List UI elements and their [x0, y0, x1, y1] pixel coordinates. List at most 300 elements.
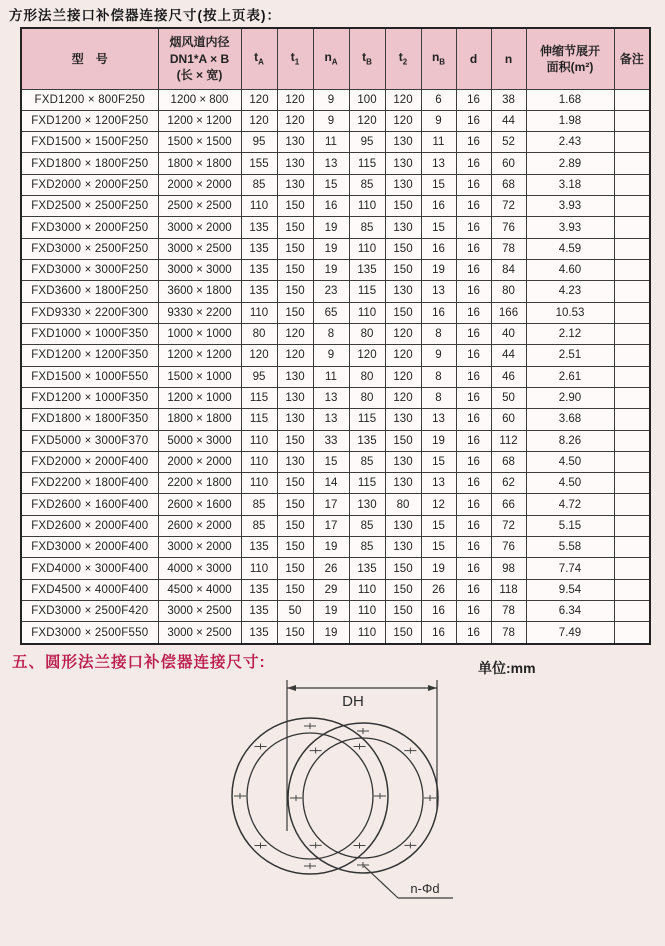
cell-d: 16 [456, 217, 491, 238]
cell-nA: 19 [313, 260, 349, 281]
cell-d: 16 [456, 558, 491, 579]
col-header-t2: $t_2$ [385, 28, 421, 89]
cell-n: 40 [491, 323, 526, 344]
cell-area: 6.34 [526, 601, 614, 622]
cell-n: 76 [491, 217, 526, 238]
table-row [21, 537, 650, 558]
cell-tB: 85 [349, 174, 385, 195]
cell-d: 16 [456, 601, 491, 622]
cell-tA: 115 [241, 387, 277, 408]
cell-dn: 1500 × 1500 [158, 132, 241, 153]
cell-dn: 2500 × 2500 [158, 196, 241, 217]
cell-area: 2.61 [526, 366, 614, 387]
table-row [21, 430, 650, 451]
cell-tB: 85 [349, 217, 385, 238]
cell-tB: 110 [349, 579, 385, 600]
cell-n: 166 [491, 302, 526, 323]
cell-area: 4.59 [526, 238, 614, 259]
cell-t2: 150 [385, 558, 421, 579]
cell-t2: 130 [385, 281, 421, 302]
cell-tB: 110 [349, 622, 385, 644]
cell-nA: 19 [313, 537, 349, 558]
cell-t1: 150 [277, 515, 313, 536]
table-row [21, 409, 650, 430]
cell-remark [614, 494, 650, 515]
cell-t1: 130 [277, 366, 313, 387]
cell-tA: 135 [241, 601, 277, 622]
cell-t1: 130 [277, 409, 313, 430]
cell-model: FXD3600 × 1800F250 [21, 281, 158, 302]
cell-nA: 19 [313, 601, 349, 622]
cell-t1: 150 [277, 579, 313, 600]
cell-dn: 1500 × 1000 [158, 366, 241, 387]
cell-model: FXD2600 × 2000F400 [21, 515, 158, 536]
cell-model: FXD3000 × 2500F420 [21, 601, 158, 622]
cell-t1: 50 [277, 601, 313, 622]
cell-nB: 9 [421, 110, 456, 131]
cell-nA: 9 [313, 345, 349, 366]
table-row [21, 601, 650, 622]
cell-dn: 3600 × 1800 [158, 281, 241, 302]
cell-tA: 135 [241, 579, 277, 600]
cell-t2: 120 [385, 323, 421, 344]
cell-nB: 11 [421, 132, 456, 153]
cell-area: 3.93 [526, 196, 614, 217]
cell-tB: 85 [349, 537, 385, 558]
cell-tA: 110 [241, 473, 277, 494]
cell-dn: 2000 × 2000 [158, 451, 241, 472]
table-row [21, 281, 650, 302]
cell-t1: 130 [277, 132, 313, 153]
cell-remark [614, 153, 650, 174]
cell-d: 16 [456, 494, 491, 515]
cell-dn: 2600 × 1600 [158, 494, 241, 515]
cell-tA: 85 [241, 174, 277, 195]
cell-remark [614, 89, 650, 110]
cell-tA: 135 [241, 260, 277, 281]
cell-nA: 9 [313, 110, 349, 131]
cell-remark [614, 196, 650, 217]
cell-dn: 5000 × 3000 [158, 430, 241, 451]
col-header-area: 伸缩节展开 面积(m²) [526, 28, 614, 89]
cell-nB: 13 [421, 281, 456, 302]
cell-t2: 150 [385, 601, 421, 622]
cell-nA: 11 [313, 132, 349, 153]
cell-t1: 150 [277, 558, 313, 579]
flange-ring-right [288, 723, 438, 873]
cell-t2: 150 [385, 302, 421, 323]
cell-dn: 3000 × 2000 [158, 537, 241, 558]
cell-model: FXD3000 × 2000F400 [21, 537, 158, 558]
cell-t2: 130 [385, 153, 421, 174]
bolt-spec-label: n-Φd [410, 881, 440, 896]
cell-nB: 8 [421, 387, 456, 408]
cell-n: 62 [491, 473, 526, 494]
cell-dn: 2600 × 2000 [158, 515, 241, 536]
cell-nB: 16 [421, 302, 456, 323]
cell-d: 16 [456, 196, 491, 217]
cell-remark [614, 302, 650, 323]
cell-tA: 135 [241, 537, 277, 558]
cell-d: 16 [456, 579, 491, 600]
cell-model: FXD2600 × 1600F400 [21, 494, 158, 515]
dh-dimension-label: DH [342, 693, 364, 710]
cell-tA: 135 [241, 622, 277, 644]
cell-tB: 80 [349, 323, 385, 344]
table-body [21, 89, 650, 644]
cell-d: 16 [456, 451, 491, 472]
cell-d: 16 [456, 89, 491, 110]
cell-t1: 120 [277, 110, 313, 131]
cell-t2: 130 [385, 174, 421, 195]
cell-t2: 150 [385, 238, 421, 259]
cell-d: 16 [456, 281, 491, 302]
cell-t1: 120 [277, 323, 313, 344]
cell-nA: 23 [313, 281, 349, 302]
cell-nB: 16 [421, 196, 456, 217]
square-flange-dimension-table [20, 27, 651, 645]
cell-d: 16 [456, 345, 491, 366]
cell-tB: 115 [349, 409, 385, 430]
cell-nA: 11 [313, 366, 349, 387]
cell-model: FXD1800 × 1800F250 [21, 153, 158, 174]
cell-tB: 135 [349, 430, 385, 451]
table-row [21, 366, 650, 387]
cell-nA: 14 [313, 473, 349, 494]
cell-t2: 130 [385, 132, 421, 153]
unit-label: 单位:mm [478, 660, 536, 676]
cell-n: 60 [491, 153, 526, 174]
cell-t2: 150 [385, 579, 421, 600]
cell-model: FXD4000 × 3000F400 [21, 558, 158, 579]
cell-area: 4.50 [526, 473, 614, 494]
cell-remark [614, 558, 650, 579]
cell-area: 4.23 [526, 281, 614, 302]
col-header-tA: $t_A$ [241, 28, 277, 89]
cell-d: 16 [456, 366, 491, 387]
cell-n: 76 [491, 537, 526, 558]
cell-area: 4.60 [526, 260, 614, 281]
cell-t1: 130 [277, 387, 313, 408]
cell-tB: 110 [349, 302, 385, 323]
cell-nA: 13 [313, 387, 349, 408]
table-row [21, 260, 650, 281]
cell-dn: 1200 × 1000 [158, 387, 241, 408]
cell-dn: 1800 × 1800 [158, 409, 241, 430]
cell-tB: 100 [349, 89, 385, 110]
cell-area: 5.15 [526, 515, 614, 536]
cell-nB: 16 [421, 238, 456, 259]
cell-t1: 150 [277, 473, 313, 494]
cell-d: 16 [456, 473, 491, 494]
cell-model: FXD1200 × 800F250 [21, 89, 158, 110]
cell-nB: 19 [421, 430, 456, 451]
cell-tB: 115 [349, 281, 385, 302]
cell-n: 78 [491, 238, 526, 259]
cell-dn: 1800 × 1800 [158, 153, 241, 174]
cell-model: FXD1500 × 1500F250 [21, 132, 158, 153]
cell-n: 38 [491, 89, 526, 110]
cell-nA: 15 [313, 451, 349, 472]
cell-d: 16 [456, 537, 491, 558]
table-row [21, 515, 650, 536]
cell-nA: 17 [313, 494, 349, 515]
cell-model: FXD5000 × 3000F370 [21, 430, 158, 451]
cell-remark [614, 537, 650, 558]
table-row [21, 323, 650, 344]
table-row [21, 196, 650, 217]
cell-tB: 80 [349, 387, 385, 408]
cell-d: 16 [456, 110, 491, 131]
cell-tB: 110 [349, 601, 385, 622]
cell-tA: 110 [241, 558, 277, 579]
cell-t1: 130 [277, 451, 313, 472]
cell-remark [614, 451, 650, 472]
cell-remark [614, 409, 650, 430]
cell-model: FXD3000 × 2000F250 [21, 217, 158, 238]
cell-area: 7.49 [526, 622, 614, 644]
cell-tA: 135 [241, 217, 277, 238]
cell-n: 60 [491, 409, 526, 430]
table-row [21, 451, 650, 472]
cell-d: 16 [456, 515, 491, 536]
cell-area: 3.18 [526, 174, 614, 195]
cell-t2: 130 [385, 217, 421, 238]
cell-tA: 110 [241, 430, 277, 451]
cell-dn: 9330 × 2200 [158, 302, 241, 323]
col-header-tB: $t_B$ [349, 28, 385, 89]
cell-model: FXD2000 × 2000F250 [21, 174, 158, 195]
cell-nB: 13 [421, 409, 456, 430]
cell-dn: 1000 × 1000 [158, 323, 241, 344]
cell-area: 3.68 [526, 409, 614, 430]
cell-nB: 8 [421, 323, 456, 344]
cell-t1: 120 [277, 345, 313, 366]
cell-tB: 110 [349, 238, 385, 259]
cell-nA: 19 [313, 622, 349, 644]
cell-model: FXD3000 × 3000F250 [21, 260, 158, 281]
cell-n: 52 [491, 132, 526, 153]
cell-nA: 13 [313, 409, 349, 430]
cell-area: 10.53 [526, 302, 614, 323]
cell-dn: 1200 × 800 [158, 89, 241, 110]
cell-n: 84 [491, 260, 526, 281]
table-row [21, 579, 650, 600]
cell-t2: 150 [385, 260, 421, 281]
cell-n: 72 [491, 515, 526, 536]
cell-tB: 110 [349, 196, 385, 217]
cell-d: 16 [456, 409, 491, 430]
cell-tB: 120 [349, 110, 385, 131]
cell-nA: 17 [313, 515, 349, 536]
cell-model: FXD2200 × 1800F400 [21, 473, 158, 494]
col-header-nB: $n_B$ [421, 28, 456, 89]
table-row [21, 558, 650, 579]
cell-t1: 150 [277, 622, 313, 644]
cell-t1: 130 [277, 153, 313, 174]
cell-model: FXD3000 × 2500F250 [21, 238, 158, 259]
table-row [21, 473, 650, 494]
cell-t1: 130 [277, 174, 313, 195]
cell-area: 3.93 [526, 217, 614, 238]
cell-tA: 80 [241, 323, 277, 344]
cell-area: 2.43 [526, 132, 614, 153]
cell-d: 16 [456, 302, 491, 323]
cell-tA: 110 [241, 302, 277, 323]
cell-nB: 15 [421, 217, 456, 238]
cell-nB: 26 [421, 579, 456, 600]
cell-d: 16 [456, 132, 491, 153]
cell-dn: 1200 × 1200 [158, 345, 241, 366]
cell-n: 44 [491, 345, 526, 366]
cell-dn: 3000 × 2500 [158, 238, 241, 259]
cell-d: 16 [456, 260, 491, 281]
cell-tB: 85 [349, 451, 385, 472]
col-header-model: 型 号 [21, 28, 158, 89]
cell-model: FXD1200 × 1200F350 [21, 345, 158, 366]
cell-model: FXD2000 × 2000F400 [21, 451, 158, 472]
cell-t1: 150 [277, 537, 313, 558]
cell-dn: 3000 × 3000 [158, 260, 241, 281]
cell-t2: 130 [385, 409, 421, 430]
cell-t1: 150 [277, 494, 313, 515]
cell-remark [614, 217, 650, 238]
cell-t2: 120 [385, 110, 421, 131]
cell-t2: 120 [385, 366, 421, 387]
cell-tA: 85 [241, 515, 277, 536]
table-header-row [21, 28, 650, 89]
cell-tA: 120 [241, 345, 277, 366]
cell-dn: 2200 × 1800 [158, 473, 241, 494]
cell-tB: 130 [349, 494, 385, 515]
table-row [21, 302, 650, 323]
cell-t1: 120 [277, 89, 313, 110]
cell-area: 7.74 [526, 558, 614, 579]
cell-nB: 12 [421, 494, 456, 515]
cell-area: 8.26 [526, 430, 614, 451]
cell-nA: 19 [313, 238, 349, 259]
cell-t2: 130 [385, 515, 421, 536]
cell-model: FXD1200 × 1200F250 [21, 110, 158, 131]
cell-remark [614, 430, 650, 451]
col-header-d: d [456, 28, 491, 89]
cell-d: 16 [456, 430, 491, 451]
table-row [21, 238, 650, 259]
cell-dn: 1200 × 1200 [158, 110, 241, 131]
cell-remark [614, 515, 650, 536]
cell-nB: 15 [421, 537, 456, 558]
cell-nB: 13 [421, 153, 456, 174]
cell-t1: 150 [277, 238, 313, 259]
cell-n: 50 [491, 387, 526, 408]
cell-n: 78 [491, 601, 526, 622]
cell-nB: 8 [421, 366, 456, 387]
cell-n: 44 [491, 110, 526, 131]
cell-n: 78 [491, 622, 526, 644]
table-row [21, 110, 650, 131]
cell-nB: 19 [421, 260, 456, 281]
cell-n: 118 [491, 579, 526, 600]
cell-remark [614, 345, 650, 366]
cell-tA: 155 [241, 153, 277, 174]
cell-tB: 95 [349, 132, 385, 153]
cell-remark [614, 281, 650, 302]
cell-t1: 150 [277, 430, 313, 451]
section-title: 五、圆形法兰接口补偿器连接尺寸: [12, 654, 266, 671]
cell-nB: 15 [421, 515, 456, 536]
cell-t2: 80 [385, 494, 421, 515]
cell-nB: 16 [421, 622, 456, 644]
col-header-t1: $t_1$ [277, 28, 313, 89]
cell-model: FXD1800 × 1800F350 [21, 409, 158, 430]
cell-tA: 85 [241, 494, 277, 515]
cell-nB: 15 [421, 451, 456, 472]
cell-tA: 110 [241, 451, 277, 472]
cell-t1: 150 [277, 217, 313, 238]
arrowhead-right [428, 685, 437, 691]
cell-tB: 115 [349, 153, 385, 174]
cell-t2: 150 [385, 622, 421, 644]
cell-tB: 80 [349, 366, 385, 387]
cell-nA: 33 [313, 430, 349, 451]
cell-area: 9.54 [526, 579, 614, 600]
cell-area: 2.89 [526, 153, 614, 174]
cell-remark [614, 387, 650, 408]
cell-nB: 19 [421, 558, 456, 579]
cell-remark [614, 238, 650, 259]
cell-d: 16 [456, 387, 491, 408]
cell-tA: 110 [241, 196, 277, 217]
cell-nA: 29 [313, 579, 349, 600]
cell-t2: 130 [385, 473, 421, 494]
cell-remark [614, 366, 650, 387]
cell-remark [614, 601, 650, 622]
col-header-nA: $n_A$ [313, 28, 349, 89]
cell-t1: 150 [277, 281, 313, 302]
table-row [21, 494, 650, 515]
arrowhead-left [287, 685, 296, 691]
table-row [21, 345, 650, 366]
cell-area: 1.68 [526, 89, 614, 110]
cell-area: 4.50 [526, 451, 614, 472]
cell-d: 16 [456, 153, 491, 174]
table-row [21, 217, 650, 238]
cell-nA: 19 [313, 217, 349, 238]
cell-n: 72 [491, 196, 526, 217]
cell-remark [614, 174, 650, 195]
table-row [21, 153, 650, 174]
cell-model: FXD4500 × 4000F400 [21, 579, 158, 600]
table-header [21, 28, 650, 89]
cell-tA: 135 [241, 281, 277, 302]
table-row [21, 174, 650, 195]
cell-tB: 135 [349, 558, 385, 579]
cell-nB: 6 [421, 89, 456, 110]
cell-nB: 16 [421, 601, 456, 622]
page-title: 方形法兰接口补偿器连接尺寸(按上页表)： [9, 8, 281, 23]
cell-nA: 9 [313, 89, 349, 110]
cell-t1: 150 [277, 302, 313, 323]
cell-d: 16 [456, 323, 491, 344]
cell-remark [614, 110, 650, 131]
table-row [21, 132, 650, 153]
cell-remark [614, 323, 650, 344]
cell-n: 98 [491, 558, 526, 579]
cell-t2: 130 [385, 537, 421, 558]
cell-area: 1.98 [526, 110, 614, 131]
cell-area: 2.51 [526, 345, 614, 366]
col-header-remark: 备注 [614, 28, 650, 89]
